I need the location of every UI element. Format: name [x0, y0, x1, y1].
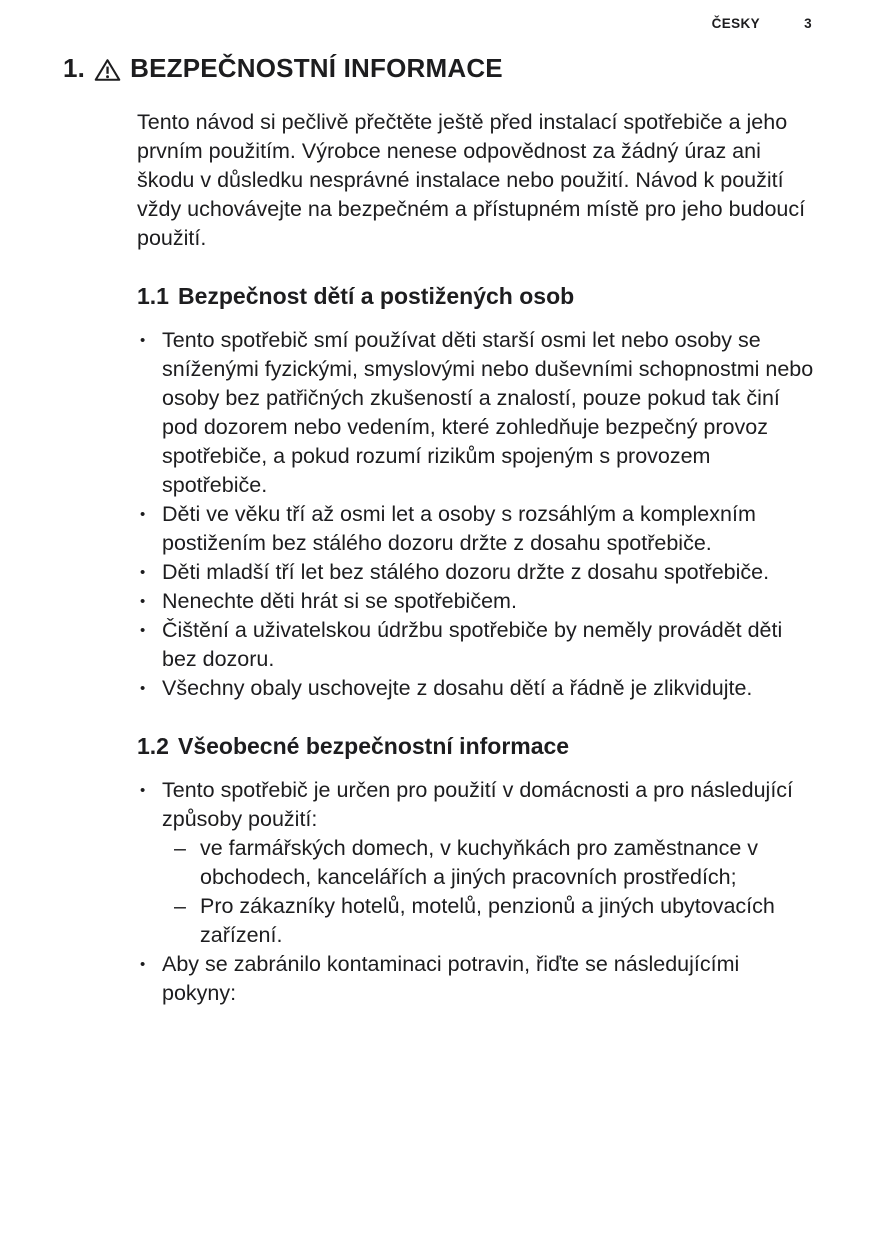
- sub-bullet-item: [174, 892, 815, 950]
- bullet-marker: •: [140, 956, 146, 973]
- dash-marker: –: [174, 836, 186, 860]
- section-content: [137, 108, 815, 1008]
- section-title: BEZPEČNOSTNÍ INFORMACE: [130, 53, 503, 83]
- bullet-item: [137, 776, 815, 950]
- bullet-marker: •: [140, 680, 146, 697]
- subsection-title: Všeobecné bezpečnostní informace: [177, 733, 570, 759]
- bullet-item: [137, 950, 815, 1008]
- sub-bullet-item: [174, 834, 815, 892]
- bullet-item: [137, 558, 815, 587]
- intro-paragraph: Tento návod si pečlivě přečtěte ještě před instalací spotřebiče a jeho prvním použitím. Výrobce nenese odpovědnost za žádný úraz ani škodu v důsledku nesprávné instalace nebo použití. Návod k použití vždy uchovávejte na bezpečném a přístupném místě pro jeho budoucí použití.: [137, 110, 806, 250]
- bullet-list-1-1: [137, 326, 815, 703]
- bullet-body: [162, 776, 815, 950]
- bullet-item: [137, 326, 815, 500]
- subsection-number: 1.2: [137, 733, 169, 759]
- subsection-heading-1-1: [137, 283, 815, 310]
- bullet-text: Tento spotřebič smí používat děti starší osmi let nebo osoby se sníženými fyzickými, smyslovými nebo duševními schopnostmi nebo osoby bez patřičných zkušeností a znalostí, pouze pokud tak činí pod dozorem nebo vedením, které zohledňuje bezpečný provoz spotřebiče, a pokud rozumí rizikům spojeným s provozem spotřebiče.: [162, 328, 814, 497]
- sub-bullet-list: [174, 834, 815, 950]
- subsection-heading-1-2: [137, 733, 815, 760]
- bullet-text: Všechny obaly uschovejte z dosahu dětí a řádně je zlikvidujte.: [162, 676, 753, 700]
- bullet-marker: •: [140, 332, 146, 349]
- bullet-item: [137, 616, 815, 674]
- bullet-marker: •: [140, 564, 146, 581]
- warning-triangle-icon: [94, 58, 121, 82]
- bullet-list-1-2: [137, 776, 815, 1008]
- subsection-title: Bezpečnost dětí a postižených osob: [177, 283, 575, 309]
- bullet-text: Děti ve věku tří až osmi let a osoby s rozsáhlým a komplexním postižením bez stálého dozoru držte z dosahu spotřebiče.: [162, 502, 756, 555]
- bullet-text: Děti mladší tří let bez stálého dozoru držte z dosahu spotřebiče.: [162, 560, 770, 584]
- section-number: 1.: [63, 53, 86, 83]
- page-number: 3: [804, 16, 812, 31]
- bullet-item: [137, 587, 815, 616]
- bullet-marker: •: [140, 782, 146, 799]
- bullet-marker: •: [140, 593, 146, 610]
- subsection-number: 1.1: [137, 283, 169, 309]
- sub-bullet-text: Pro zákazníky hotelů, motelů, penzionů a jiných ubytovacích zařízení.: [200, 894, 775, 947]
- bullet-marker: •: [140, 506, 146, 523]
- sub-bullet-text: ve farmářských domech, v kuchyňkách pro zaměstnance v obchodech, kancelářích a jiných pracovních prostředích;: [200, 836, 759, 889]
- bullet-text: Aby se zabránilo kontaminaci potravin, řiďte se následujícími pokyny:: [162, 952, 740, 1005]
- bullet-item: [137, 674, 815, 703]
- bullet-marker: •: [140, 622, 146, 639]
- bullet-text: Čištění a uživatelskou údržbu spotřebiče by neměly provádět děti bez dozoru.: [162, 618, 783, 671]
- page-header: [63, 16, 816, 31]
- bullet-item: [137, 500, 815, 558]
- bullet-text: Nenechte děti hrát si se spotřebičem.: [162, 589, 517, 613]
- header-language-label: ČESKY: [711, 16, 761, 31]
- section-heading: [63, 53, 816, 84]
- bullet-text: Tento spotřebič je určen pro použití v domácnosti a pro následující způsoby použití:: [162, 778, 794, 831]
- dash-marker: –: [174, 894, 186, 918]
